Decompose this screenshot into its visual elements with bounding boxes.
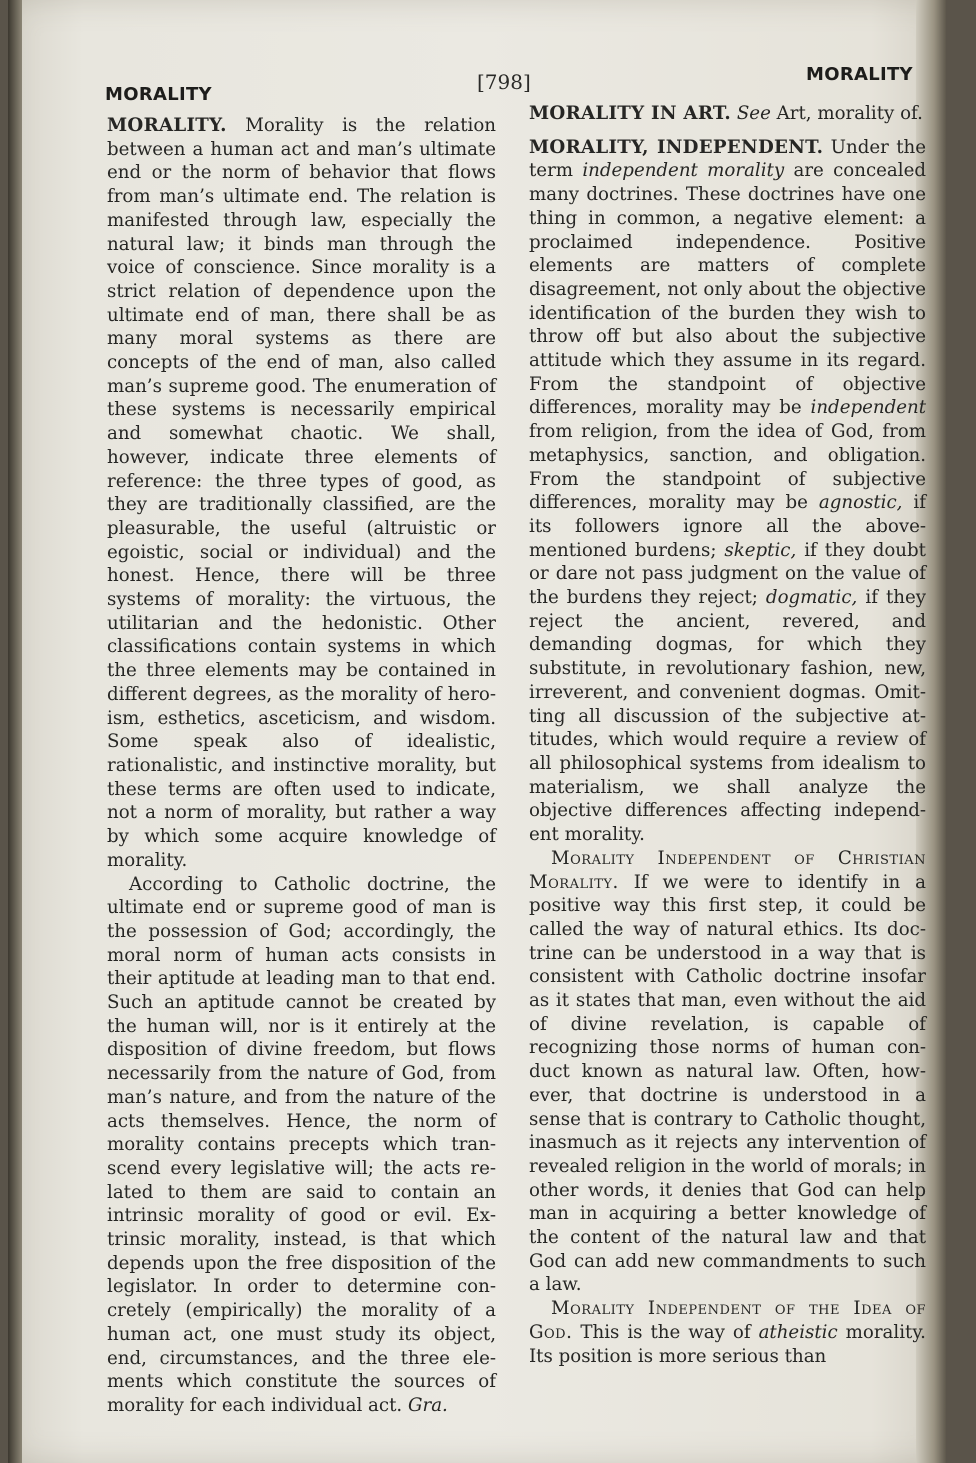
italic-term: atheistic [758,1321,838,1343]
book-page [8,0,946,1463]
subsection-idea-of-god [529,1297,926,1368]
italic-term: independent [810,397,926,419]
entry-morality-in-art [529,102,926,126]
author-signature: Gra. [407,1394,448,1416]
italic-term: independent morality [582,160,785,182]
text-run: Under the term [529,136,926,182]
left-column [107,114,496,1418]
entry-paragraph [107,873,496,1418]
cross-reference: Art, morality of. [776,103,923,124]
entry-title-morality: MORALITY. [107,115,227,136]
see-reference-label: See [736,103,771,124]
right-column [529,102,926,1368]
text-run: morality. Its position is more serious than [529,1321,926,1367]
entry-paragraph-1: Morality is the relation between a human act and man’s ultimate end or the norm of behavior that flows from man’s ultimate end. The relation is manifested through law, especially the natural law; it binds man through the voice of conscience. Since morality is a strict relation of dependence upon the ultimate end of man, there shall be as many moral systems as there are concepts of the end of man, also called man’s supreme good. The enumeration of these systems is necessarily empirical and somewhat chaotic. We shall, however, indicate three elements of reference: the three types of good, as they are traditionally classified, are the pleasurable, the useful (altruistic or egoistic, social or individual) and the honest. Hence, there will be three systems of morality: the virtuous, the utilitarian and the hedonistic. Other classifications contain systems in which the three elements may be contained in different degrees, as the morality of heroism, esthetics, asceticism, and wisdom. Some speak also of idealistic, rationalistic, and instinctive morality, but these terms are often used to indicate, not a norm of morality, but rather a way by which some acquire knowledge of morality. [107,115,496,871]
page-number: [798] [477,70,531,94]
subsection-christian-morality [529,847,926,1297]
text-run: This is the way of [580,1321,751,1343]
text-run: if they doubt or dare not pass judgment on the value of the burdens they reject; [529,539,926,609]
entry-paragraph-2: According to Catholic doctrine, the ultimate end or supreme good of man is the possession of God; accordingly, the moral norm of human acts consists in their aptitude at leading man to that end. Such an aptitude cannot be created by the human will, nor is it entirely at the disposition of divine freedom, but flows necessarily from the nature of God, from man’s nature, and from the nature of the acts themselves. Hence, the norm of morality contains precepts which transcend every legislative will; the acts related to them are said to contain an intrinsic morality of good or evil. Extrinsic morality, instead, is that which depends upon the free disposition of the legislator. In order to determine concretely (empirically) the morality of a human act, one must study its object, end, circumstances, and the three elements which constitute the sources of morality for each individual act. [107,873,496,1416]
entry-title-morality-in-art: MORALITY IN ART. [529,103,732,124]
subsection-heading: Morality Independent of the Idea of God. [529,1298,926,1343]
text-run: are concealed many doctrines. These doctrines have one thing in common, a negative element: a proclaimed independence. Positive elements are matters of complete disagreement, not only about the objective identification of the burden they wish to throw off but also about the subjective attitude which they assume in its regard. From the standpoint of objective differences, morality may be [529,160,926,419]
binding-shadow [8,0,22,1463]
subsection-text: If we were to identify in a positive way this first step, it could be called the way of natural ethics. Its doctrine can be understood in a way that is consistent with Catholic doctrine insofar as it states that man, even without the aid of divine revelation, is capable of recognizing those norms of human conduct known as natural law. Often, however, that doctrine is understood in a sense that is contrary to Catholic thought, inasmuch as it rejects any intervention of revealed religion in the world of morals; in other words, it denies that God can help man in acquiring a better knowledge of the content of the natural law and that God can add new commandments to such a law. [529,871,926,1296]
text-run: if its followers ignore all the above-mentioned burdens; [529,492,926,561]
italic-term: skeptic, [724,539,797,561]
entry-morality-independent [529,136,926,847]
entry-morality [107,114,496,873]
subsection-heading: Morality Independent of Christian Morality. [529,847,926,893]
italic-term: agnostic, [818,492,903,514]
italic-term: dogmatic, [765,587,858,609]
text-run: from religion, from the idea of God, from metaphysics, sanction, and obligation. From the standpoint of subjective differences, morality may be [529,421,926,514]
text-run: if they reject the ancient, revered, and demanding dogmas, for which they substitute, in revolutionary fashion, new, irreverent, and convenient dogmas. Omitting all discussion of the subjective attitudes, which would require a review of all philosophical systems from idealism to materialism, we shall analyze the objective differences affecting independent morality. [529,587,926,846]
entry-title-morality-independent: MORALITY, INDEPENDENT. [529,136,824,158]
running-head-left: MORALITY [105,84,212,105]
running-head-right: MORALITY [806,64,913,85]
